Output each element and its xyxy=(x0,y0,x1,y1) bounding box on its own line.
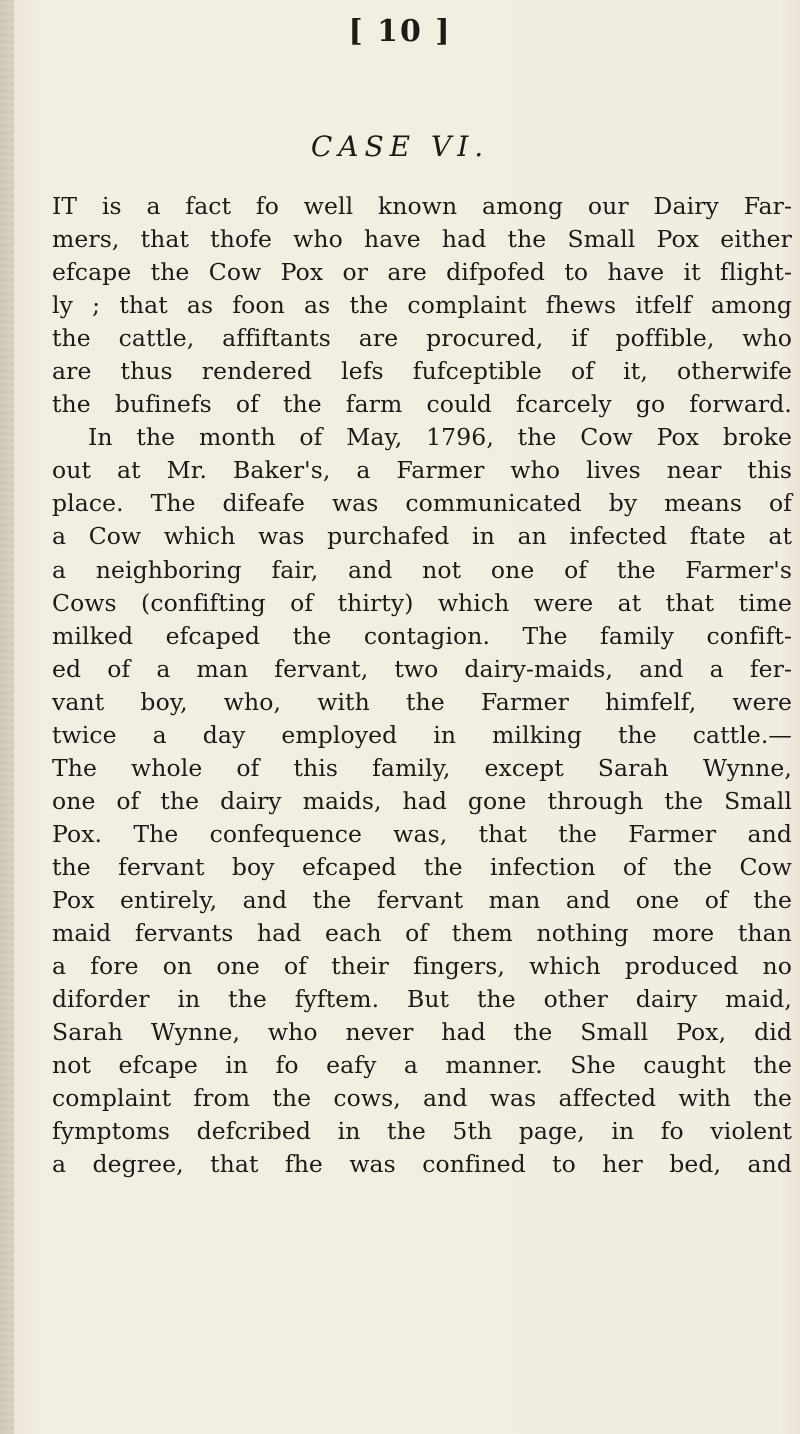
text-line: Pox entirely, and the fervant man and one of the xyxy=(52,885,792,914)
text-line: In the month of May, 1796, the Cow Pox broke xyxy=(88,423,792,452)
text-line: mers, that thofe who have had the Small Pox either xyxy=(52,225,792,254)
text-line: fymptoms defcribed in the 5th page, in fo violent xyxy=(52,1117,792,1146)
text-line: vant boy, who, with the Farmer himfelf, were xyxy=(52,687,792,716)
text-line: diforder in the fyftem. But the other dairy maid, xyxy=(52,985,792,1014)
text-line: a degree, that fhe was confined to her bed, and xyxy=(52,1150,792,1179)
text-line: Sarah Wynne, who never had the Small Pox, did xyxy=(52,1018,792,1047)
text-line: IT is a fact fo well known among our Dairy Far- xyxy=(52,192,792,220)
text-line: efcape the Cow Pox or are difpofed to have it flight- xyxy=(52,258,792,287)
text-line: a neighboring fair, and not one of the Farmer's xyxy=(52,555,792,584)
text-line: twice a day employed in milking the cattle.— xyxy=(52,720,792,749)
text-line: complaint from the cows, and was affected with the xyxy=(52,1084,792,1113)
text-line: the cattle, affiftants are procured, if poffible, who xyxy=(52,324,792,353)
text-line: maid fervants had each of them nothing more than xyxy=(52,919,792,948)
text-line: out at Mr. Baker's, a Farmer who lives near this xyxy=(52,456,792,485)
text-line: Cows (confifting of thirty) which were at that time xyxy=(52,588,792,617)
text-line: ly ; that as foon as the complaint fhews itfelf among xyxy=(52,291,792,320)
text-line: the bufinefs of the farm could fcarcely go forward. xyxy=(52,390,792,419)
text-line: not efcape in fo eafy a manner. She caught the xyxy=(52,1051,792,1080)
text-line: Pox. The confequence was, that the Farmer and xyxy=(52,819,792,848)
text-line: one of the dairy maids, had gone through the Small xyxy=(52,786,792,815)
text-line: a Cow which was purchafed in an infected ftate at xyxy=(52,522,792,551)
body-text xyxy=(52,190,792,1181)
case-title: CASE VI. xyxy=(310,130,490,163)
text-line: milked efcaped the contagion. The family confift- xyxy=(52,621,792,650)
text-line: are thus rendered lefs fufceptible of it, otherwife xyxy=(52,357,792,386)
text-line: ed of a man fervant, two dairy-maids, and a fer- xyxy=(52,654,792,683)
text-line: place. The difeafe was communicated by means of xyxy=(52,489,792,518)
page-number: [ 10 ] xyxy=(348,14,452,49)
text-line: a fore on one of their fingers, which produced no xyxy=(52,952,792,981)
text-line: the fervant boy efcaped the infection of the Cow xyxy=(52,852,792,881)
text-line: The whole of this family, except Sarah Wynne, xyxy=(52,753,792,782)
binding-gutter xyxy=(0,0,14,1434)
